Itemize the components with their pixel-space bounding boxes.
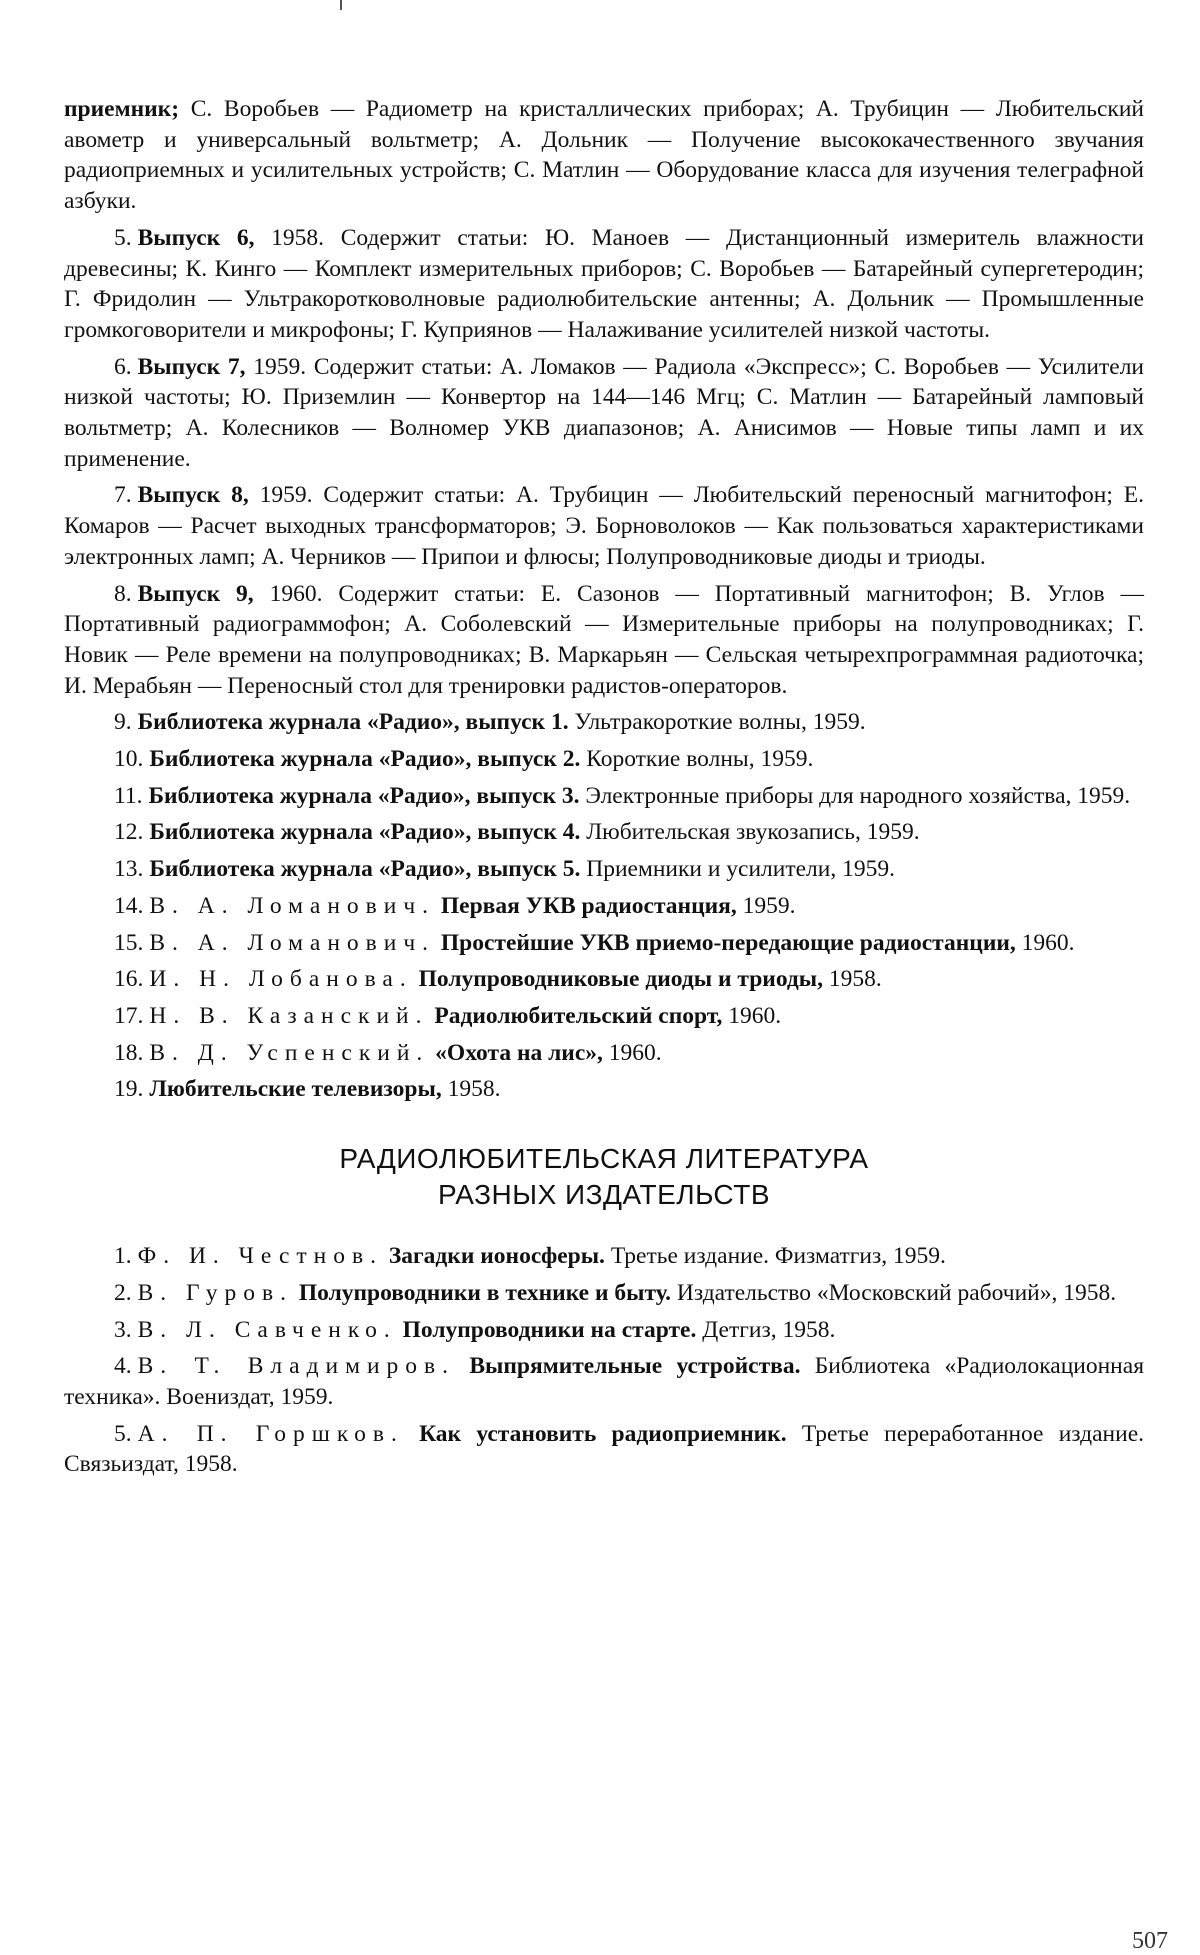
continued-bold: приемник;: [64, 96, 180, 122]
list-item: [64, 707, 1144, 738]
list-item: [64, 928, 1144, 959]
list-item: [64, 1074, 1144, 1105]
author-name: В. Т. Владимиров.: [137, 1353, 456, 1380]
library-text: Короткие волны, 1959.: [580, 746, 814, 773]
item-number: 10.: [114, 746, 144, 773]
book-title: Простейшие УКВ приемо-передающие радиостанции,: [440, 929, 1016, 956]
item-number: 7.: [114, 482, 132, 509]
item-number: 2.: [114, 1279, 132, 1306]
book-title: Первая УКВ радиостанция,: [440, 892, 737, 919]
issue-title: Выпуск 8,: [137, 482, 249, 509]
book-title: Как установить радиоприемник.: [419, 1420, 787, 1447]
list-item: [64, 352, 1144, 475]
issue-title: Выпуск 7,: [137, 353, 246, 380]
book-title: Радиолюбительский спорт,: [434, 1002, 723, 1029]
issue-title: Выпуск 9,: [137, 580, 254, 607]
section-heading-line-1: РАДИОЛЮБИТЕЛЬСКАЯ ЛИТЕРАТУРА: [339, 1143, 869, 1175]
list-item: [64, 744, 1144, 775]
list-item: [64, 854, 1144, 885]
list-item: [64, 223, 1144, 346]
library-text: Электронные приборы для народного хозяйства, 1959.: [579, 782, 1131, 809]
issue-text: 1958. Содержит статьи: Ю. Маноев — Дистанционный измеритель влажности древесины; К. Кинго — Комплект измерительных приборов; С. Воробьев — Батарейный супергетеродин; Г. Фридолин — Ультракоротковолновые радиолюбительские антенны; А. Дольник — Промышленные громкоговорители и микрофоны; Г. Куприянов — Налаживание усилителей низкой частоты.: [64, 224, 1144, 343]
book-year: 1960.: [722, 1002, 782, 1029]
issue-title: Выпуск 6,: [137, 224, 255, 251]
list-item: [64, 1419, 1144, 1480]
continued-text: С. Воробьев — Радиометр на кристаллических приборах; А. Трубицин — Любительский авометр и универсальный вольтметр; А. Дольник — Получение высококачественного звучания радиоприемных и усилительных устройств; С. Матлин — Оборудование класса для изучения телеграфной азбуки.: [64, 96, 1144, 215]
book-title: Полупроводники в технике и быту.: [298, 1279, 671, 1306]
author-name: В. А. Ломанович.: [149, 929, 436, 956]
book-title: «Охота на лис»,: [435, 1039, 603, 1066]
library-text: Приемники и усилители, 1959.: [580, 856, 895, 883]
item-number: 9.: [114, 709, 132, 736]
book-details: Детгиз, 1958.: [696, 1316, 836, 1343]
list-item: [64, 1278, 1144, 1309]
book-year: 1958.: [823, 966, 882, 993]
item-number: 13.: [114, 856, 144, 883]
page-number: 507: [1132, 1928, 1168, 1954]
book-details: Третье издание. Физматгиз, 1959.: [604, 1243, 946, 1270]
page-text: [64, 94, 1144, 1486]
item-number: 12.: [114, 819, 144, 846]
author-name: Н. В. Казанский.: [149, 1002, 429, 1029]
book-details: Библиотека «Радиолокационная техника». Воениздат, 1959.: [64, 1353, 1144, 1410]
issue-text: 1960. Содержит статьи: Е. Сазонов — Портативный магнитофон; В. Углов — Портативный радиограммофон; А. Соболевский — Измерительные приборы на полупроводниках; Г. Новик — Реле времени на полупроводниках; В. Маркарьян — Сельская четырехпрограммная радиоточка; И. Мерабьян — Переносный стол для тренировки радистов-операторов.: [64, 580, 1144, 699]
item-number: 6.: [114, 353, 132, 380]
book-title: Полупроводники на старте.: [402, 1316, 697, 1343]
book-year: 1959.: [736, 892, 796, 919]
book-title: Полупроводниковые диоды и триоды,: [418, 966, 823, 993]
item-number: 4.: [114, 1353, 132, 1380]
continued-entry: [64, 94, 1144, 217]
author-name: В. Гуров.: [137, 1279, 293, 1306]
library-text: Ультракороткие волны, 1959.: [568, 709, 866, 736]
list-item: [64, 1001, 1144, 1032]
item-number: 17.: [114, 1002, 144, 1029]
list-item: [64, 781, 1144, 812]
book-year: 1960.: [1015, 929, 1075, 956]
item-number: 19.: [114, 1076, 144, 1103]
author-name: В. А. Ломанович.: [149, 892, 436, 919]
book-title: Выпрямительные устройства.: [469, 1353, 801, 1380]
list-item: [64, 1315, 1144, 1346]
list-item: [64, 964, 1144, 995]
book-title: Загадки ионосферы.: [388, 1243, 605, 1270]
library-title: Библиотека журнала «Радио», выпуск 4.: [149, 819, 581, 846]
item-number: 15.: [114, 929, 144, 956]
library-title: Библиотека журнала «Радио», выпуск 1.: [137, 709, 569, 736]
section-heading: [64, 1141, 1144, 1213]
item-number: 5.: [114, 224, 132, 251]
list-item: [64, 579, 1144, 702]
issue-text: 1959. Содержит статьи: А. Ломаков — Радиола «Экспресс»; С. Воробьев — Усилители низкой частоты; Ю. Приземлин — Конвертор на 144—146 Мгц; С. Матлин — Батарейный ламповый вольтметр; А. Колесников — Волномер УКВ диапазонов; А. Анисимов — Новые типы ламп и их применение.: [64, 353, 1144, 472]
book-title: Любительские телевизоры,: [149, 1076, 442, 1103]
author-name: А. П. Горшков.: [137, 1420, 404, 1447]
list-item: [64, 1241, 1144, 1272]
item-number: 18.: [114, 1039, 144, 1066]
book-year: 1958.: [441, 1076, 501, 1103]
section-heading-line-2: РАЗНЫХ ИЗДАТЕЛЬСТВ: [437, 1179, 770, 1211]
list-item: [64, 891, 1144, 922]
author-name: Ф. И. Честнов.: [137, 1243, 383, 1270]
item-number: 5.: [114, 1420, 132, 1447]
library-text: Любительская звукозапись, 1959.: [580, 819, 920, 846]
list-item: [64, 1038, 1144, 1069]
item-number: 16.: [114, 966, 144, 993]
library-title: Библиотека журнала «Радио», выпуск 2.: [149, 746, 581, 773]
book-details: Третье переработанное издание. Связьиздат, 1958.: [64, 1420, 1144, 1478]
item-number: 11.: [114, 782, 143, 809]
library-title: Библиотека журнала «Радио», выпуск 3.: [148, 782, 580, 809]
item-number: 8.: [114, 580, 132, 607]
author-name: В. Д. Успенский.: [149, 1039, 430, 1066]
item-number: 1.: [114, 1243, 132, 1270]
list-item: [64, 480, 1144, 572]
item-number: 3.: [114, 1316, 132, 1343]
author-name: И. Н. Лобанова.: [149, 966, 413, 993]
library-title: Библиотека журнала «Радио», выпуск 5.: [149, 856, 581, 883]
list-item: [64, 817, 1144, 848]
author-name: В. Л. Савченко.: [137, 1316, 397, 1343]
book-details: Издательство «Московский рабочий», 1958.: [670, 1279, 1117, 1306]
item-number: 14.: [114, 892, 144, 919]
list-item: [64, 1351, 1144, 1412]
scan-mark: [340, 0, 342, 10]
book-year: 1960.: [602, 1039, 662, 1066]
issue-text: 1959. Содержит статьи: А. Трубицин — Любительский переносный магнитофон; Е. Комаров — Расчет выходных трансформаторов; Э. Борноволоков — Как пользоваться характеристиками электронных ламп; А. Черников — Припои и флюсы; Полупроводниковые диоды и триоды.: [64, 482, 1144, 570]
